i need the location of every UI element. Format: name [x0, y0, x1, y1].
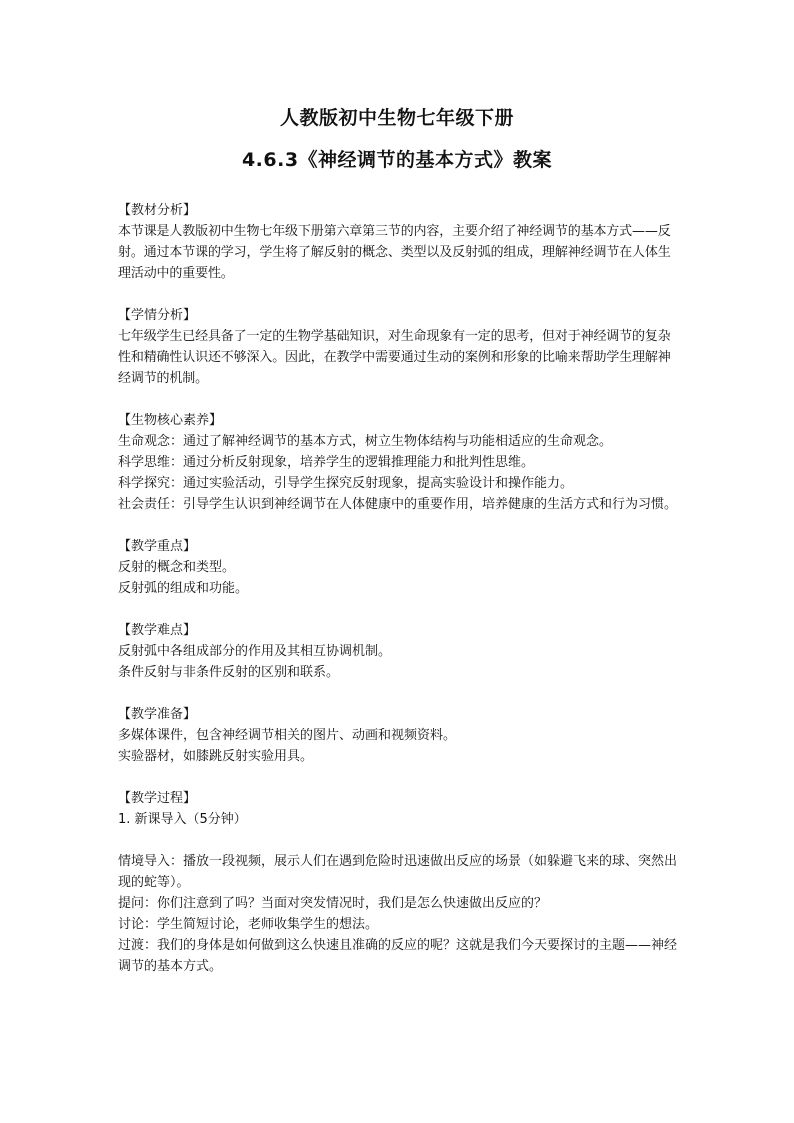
section-heading: 【生物核心素养】 [118, 413, 223, 428]
paragraph: 七年级学生已经具备了一定的生物学基础知识，对生命现象有一定的思考，但对于神经调节的复杂性和精确性认识还不够深入。因此，在教学中需要通过生动的案例和形象的比喻来帮助学生理解神经调节的机制。 [118, 329, 671, 386]
section-teaching-process [118, 788, 678, 977]
paragraph: 生命观念：通过了解神经调节的基本方式，树立生物体结构与功能相适应的生命观念。 [118, 434, 613, 449]
paragraph: 过渡：我们的身体是如何做到这么快速且准确的反应的呢？这就是我们今天要探讨的主题——神经调节的基本方式。 [118, 938, 678, 974]
document-subtitle: 4.6.3《神经调节的基本方式》教案 [241, 149, 553, 171]
section-student-analysis [118, 305, 678, 389]
paragraph: 多媒体课件，包含神经调节相关的图片、动画和视频资料。 [118, 728, 457, 743]
process-step-title: 1. 新课导入（5分钟） [118, 812, 247, 827]
paragraph: 社会责任：引导学生认识到神经调节在人体健康中的重要作用，培养健康的生活方式和行为习惯。 [118, 497, 678, 512]
section-teaching-preparation [118, 704, 678, 767]
section-teaching-difficulty [118, 620, 678, 683]
paragraph: 反射的概念和类型。 [118, 560, 236, 575]
section-core-literacy [118, 410, 678, 515]
paragraph: 科学探究：通过实验活动，引导学生探究反射现象，提高实验设计和操作能力。 [118, 476, 574, 491]
paragraph: 反射弧中各组成部分的作用及其相互协调机制。 [118, 644, 392, 659]
paragraph: 本节课是人教版初中生物七年级下册第六章第三节的内容，主要介绍了神经调节的基本方式——反射。通过本节课的学习，学生将了解反射的概念、类型以及反射弧的组成，理解神经调节在人体生理活动中的重要性。 [118, 224, 671, 281]
section-heading: 【教材分析】 [118, 203, 197, 218]
paragraph: 提问：你们注意到了吗？当面对突发情况时，我们是怎么快速做出反应的？ [118, 896, 548, 911]
paragraph: 实验器材，如膝跳反射实验用具。 [118, 749, 314, 764]
section-heading: 【教学重点】 [118, 539, 197, 554]
paragraph: 讨论：学生简短讨论，老师收集学生的想法。 [118, 917, 379, 932]
paragraph: 情境导入：播放一段视频，展示人们在遇到危险时迅速做出反应的场景（如躲避飞来的球、突然出现的蛇等）。 [118, 854, 678, 890]
section-heading: 【学情分析】 [118, 308, 197, 323]
section-heading: 【教学过程】 [118, 791, 197, 806]
section-teaching-focus [118, 536, 678, 599]
section-textbook-analysis [118, 200, 678, 284]
document-body [118, 200, 678, 977]
document-title: 人教版初中生物七年级下册 [279, 107, 514, 129]
paragraph: 反射弧的组成和功能。 [118, 581, 249, 596]
paragraph: 条件反射与非条件反射的区别和联系。 [118, 665, 340, 680]
section-heading: 【教学准备】 [118, 707, 197, 722]
paragraph: 科学思维：通过分析反射现象，培养学生的逻辑推理能力和批判性思维。 [118, 455, 535, 470]
section-heading: 【教学难点】 [118, 623, 197, 638]
